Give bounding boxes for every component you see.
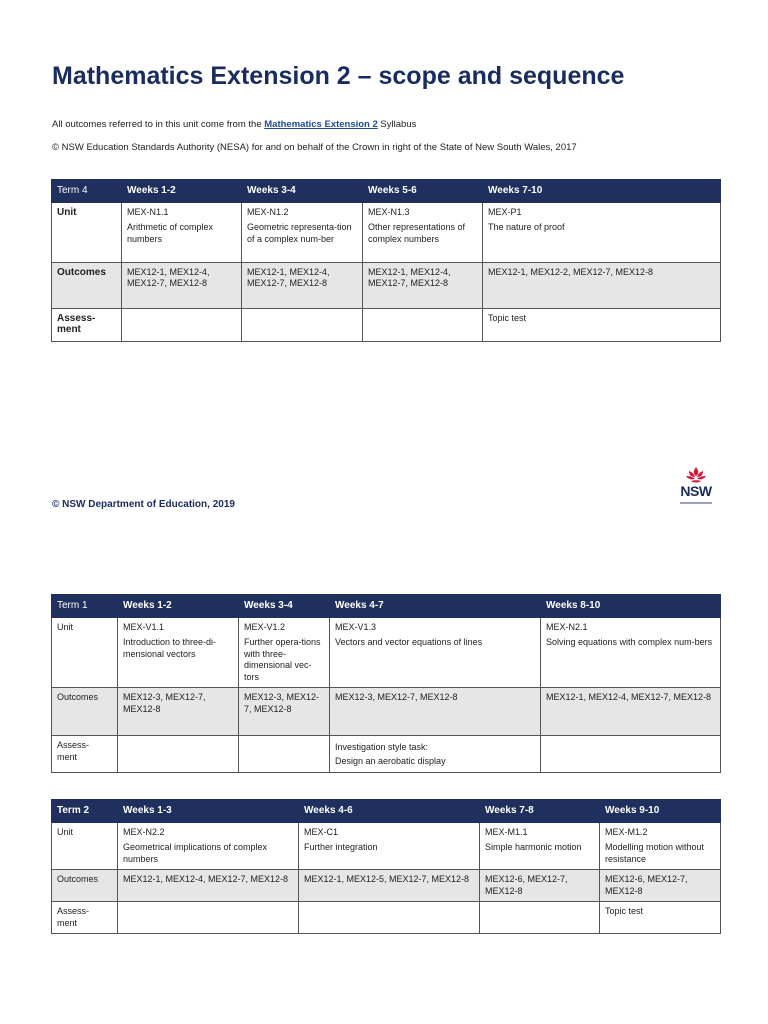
outcomes-cell: MEX12-6, MEX12-7, MEX12-8: [600, 870, 721, 902]
unit-desc: Further opera-tions with three-dimensional vec-tors: [244, 637, 321, 682]
assessment-cell: Topic test: [600, 902, 721, 934]
department-copyright: © NSW Department of Education, 2019: [52, 499, 235, 510]
page-title: Mathematics Extension 2 – scope and sequence: [52, 62, 625, 90]
term4-assessment-row: [52, 308, 721, 341]
term1-outcomes-row: [52, 688, 721, 736]
unit-code: MEX-C1: [304, 826, 339, 837]
assessment-cell: [299, 902, 480, 934]
unit-code: MEX-V1.2: [244, 621, 286, 632]
outcomes-cell: MEX12-3, MEX12-7, MEX12-8: [239, 688, 330, 736]
term1-table: [51, 594, 721, 773]
outcomes-cell: MEX12-1, MEX12-4, MEX12-7, MEX12-8: [363, 262, 483, 308]
assessment-cell: [122, 308, 242, 341]
nsw-government-logo: [676, 466, 716, 512]
assessment-cell: [541, 736, 721, 773]
outcomes-cell: MEX12-3, MEX12-7, MEX12-8: [118, 688, 239, 736]
row-label-assessment: Assess- ment: [52, 902, 118, 934]
row-label-unit: Unit: [52, 617, 118, 688]
assessment-cell: [363, 308, 483, 341]
outcomes-cell: MEX12-1, MEX12-4, MEX12-7, MEX12-8: [242, 262, 363, 308]
term4-header-week: Weeks 3-4: [242, 180, 363, 203]
unit-code: MEX-V1.3: [335, 621, 377, 632]
unit-code: MEX-N2.2: [123, 826, 165, 837]
outcomes-cell: MEX12-1, MEX12-5, MEX12-7, MEX12-8: [299, 870, 480, 902]
assessment-cell: [118, 736, 239, 773]
row-label-assessment: Assess- ment: [52, 308, 122, 341]
unit-desc: Introduction to three-di-mensional vectors: [123, 637, 217, 659]
unit-desc: Further integration: [304, 842, 378, 852]
unit-cell: [330, 617, 541, 688]
term4-header-week: Weeks 7-10: [483, 180, 721, 203]
unit-cell: [118, 617, 239, 688]
assessment-cell: [118, 902, 299, 934]
unit-code: MEX-M1.1: [485, 826, 528, 837]
intro-suffix: Syllabus: [377, 119, 417, 130]
term4-table: [51, 179, 721, 342]
term4-header-term: Term 4: [52, 180, 122, 203]
assessment-cell: [242, 308, 363, 341]
term2-outcomes-row: [52, 870, 721, 902]
assessment-cell: [239, 736, 330, 773]
term1-header-row: [52, 595, 721, 618]
term1-header-week: Weeks 8-10: [541, 595, 721, 618]
row-label-unit: Unit: [52, 822, 118, 870]
term4-header-week: Weeks 5-6: [363, 180, 483, 203]
term1-assessment-row: [52, 736, 721, 773]
row-label-assessment: Assess- ment: [52, 736, 118, 773]
term1-header-week: Weeks 3-4: [239, 595, 330, 618]
intro-text: [52, 119, 416, 130]
term2-unit-row: [52, 822, 721, 870]
outcomes-cell: MEX12-1, MEX12-4, MEX12-7, MEX12-8: [122, 262, 242, 308]
unit-desc: Simple harmonic motion: [485, 842, 582, 852]
term1-unit-row: [52, 617, 721, 688]
unit-code: MEX-M1.2: [605, 826, 648, 837]
term1-header-week: Weeks 4-7: [330, 595, 541, 618]
term1-header-week: Weeks 1-2: [118, 595, 239, 618]
unit-cell: [118, 822, 299, 870]
term2-header-week: Weeks 9-10: [600, 800, 721, 823]
government-underline: [680, 502, 712, 504]
unit-desc: Vectors and vector equations of lines: [335, 637, 483, 647]
unit-cell: [541, 617, 721, 688]
term1-header-term: Term 1: [52, 595, 118, 618]
term4-header-week: Weeks 1-2: [122, 180, 242, 203]
unit-code: MEX-N1.1: [127, 206, 169, 217]
waratah-icon: [685, 466, 707, 484]
syllabus-link[interactable]: Mathematics Extension 2: [264, 119, 378, 130]
term2-header-week: Weeks 4-6: [299, 800, 480, 823]
row-label-outcomes: Outcomes: [52, 870, 118, 902]
nesa-copyright: © NSW Education Standards Authority (NESA) for and on behalf of the Crown in right of the State of New South Wales, 2017: [52, 142, 577, 153]
term2-table: [51, 799, 721, 934]
unit-code: MEX-V1.1: [123, 621, 165, 632]
unit-cell: [600, 822, 721, 870]
term2-header-term: Term 2: [52, 800, 118, 823]
unit-desc: Other representations of complex numbers: [368, 222, 466, 244]
unit-desc: Solving equations with complex num-bers: [546, 637, 713, 647]
outcomes-cell: MEX12-1, MEX12-4, MEX12-7, MEX12-8: [118, 870, 299, 902]
unit-cell: [483, 202, 721, 262]
unit-cell: [242, 202, 363, 262]
unit-code: MEX-N1.3: [368, 206, 410, 217]
row-label-outcomes: Outcomes: [52, 262, 122, 308]
unit-cell: [363, 202, 483, 262]
term2-header-week: Weeks 1-3: [118, 800, 299, 823]
unit-code: MEX-N2.1: [546, 621, 588, 632]
assessment-cell: [480, 902, 600, 934]
term4-unit-row: [52, 202, 721, 262]
outcomes-cell: MEX12-6, MEX12-7, MEX12-8: [480, 870, 600, 902]
unit-desc: Arithmetic of complex numbers: [127, 222, 214, 244]
row-label-outcomes: Outcomes: [52, 688, 118, 736]
unit-desc: Modelling motion without resistance: [605, 842, 705, 864]
term4-header-row: [52, 180, 721, 203]
unit-cell: [239, 617, 330, 688]
unit-code: MEX-P1: [488, 206, 522, 217]
unit-cell: [480, 822, 600, 870]
unit-cell: [299, 822, 480, 870]
unit-code: MEX-N1.2: [247, 206, 289, 217]
unit-desc: Geometric representa-tion of a complex num-ber: [247, 222, 352, 244]
outcomes-cell: MEX12-1, MEX12-2, MEX12-7, MEX12-8: [483, 262, 721, 308]
outcomes-cell: MEX12-3, MEX12-7, MEX12-8: [330, 688, 541, 736]
intro-prefix: All outcomes referred to in this unit come from the: [52, 119, 265, 130]
assessment-cell: Investigation style task: Design an aerobatic display: [330, 736, 541, 773]
term2-assessment-row: [52, 902, 721, 934]
term2-header-row: [52, 800, 721, 823]
nsw-wordmark: NSW: [680, 483, 712, 499]
unit-desc: The nature of proof: [488, 222, 565, 232]
outcomes-cell: MEX12-1, MEX12-4, MEX12-7, MEX12-8: [541, 688, 721, 736]
term4-outcomes-row: [52, 262, 721, 308]
assessment-cell: Topic test: [483, 308, 721, 341]
unit-cell: [122, 202, 242, 262]
unit-desc: Geometrical implications of complex numbers: [123, 842, 268, 864]
row-label-unit: Unit: [52, 202, 122, 262]
term2-header-week: Weeks 7-8: [480, 800, 600, 823]
